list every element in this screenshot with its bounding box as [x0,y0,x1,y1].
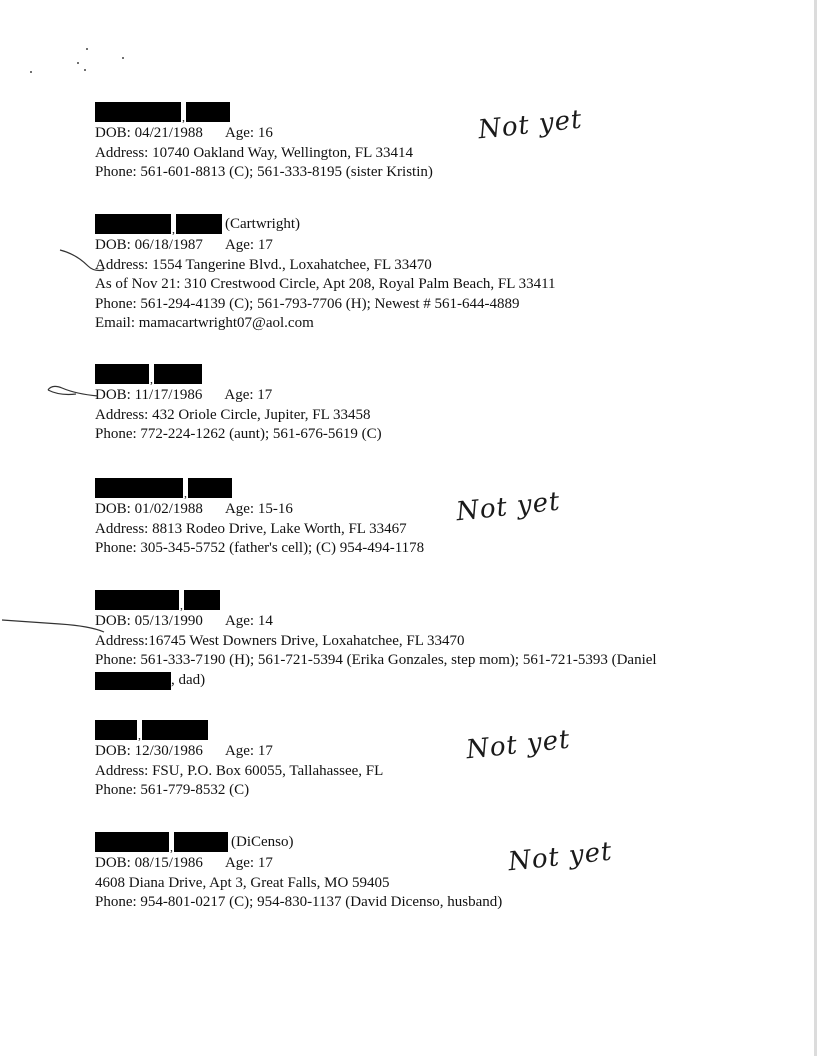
phone-text: Phone: 561-294-4139 (C); 561-793-7706 (H); Newest # 561-644-4889 [95,295,520,312]
address-text: Address: 432 Oriole Circle, Jupiter, FL 33458 [95,406,371,423]
phone-text: Phone: 772-224-1262 (aunt); 561-676-5619 (C) [95,426,382,442]
redacted-name: , [95,364,735,386]
record-entry [95,214,735,334]
redacted-name: , [95,102,735,124]
email-text: Email: mamacartwright07@aol.com [95,315,314,331]
redaction-block [95,832,169,852]
redaction-block [154,364,202,384]
maiden-name: (DiCenso) [231,833,294,850]
handwritten-note: Not yet [454,486,562,528]
record-entry [95,590,735,690]
phone-text: Phone: 305-345-5752 (father's cell); (C) 954-494-1178 [95,540,425,556]
address-text: 4608 Diana Drive, Apt 3, Great Falls, MO 59405 [95,874,390,891]
scan-speck [30,71,32,73]
record-entry [95,720,735,801]
record-entry [95,102,735,183]
redaction-block [142,720,208,740]
age-text: Age: 17 [224,237,273,253]
handwritten-note: Not yet [476,104,584,146]
scan-speck [86,48,88,50]
redaction-block [95,214,171,234]
dob-text: DOB: 01/02/1988 [95,501,203,517]
redaction-block [188,478,232,498]
redaction-block [95,720,137,740]
scan-speck [77,62,79,64]
redaction-block [95,364,149,384]
dob-text: DOB: 11/17/1986 [95,387,203,403]
age-text: Age: 17 [224,855,273,871]
maiden-name: (Cartwright) [225,215,300,232]
address-text: Address: 1554 Tangerine Blvd., Loxahatchee, FL 33470 [95,256,432,273]
redacted-name: , [95,590,735,612]
handwritten-note: Not yet [464,724,572,766]
redacted-name: , [95,720,735,742]
redaction-block [174,832,228,852]
pen-mark [58,244,108,274]
dob-text: DOB: 08/15/1986 [95,855,203,871]
redaction-block [184,590,220,610]
pen-mark [46,382,102,402]
phone-text: Phone: 561-779-8532 (C) [95,782,250,798]
record-entry [95,478,735,559]
phone-text: Phone: 561-601-8813 (C); 561-333-8195 (sister Kristin) [95,164,433,180]
dob-text: DOB: 04/21/1988 [95,125,203,141]
redaction-block [186,102,230,122]
address-text: Address: 8813 Rodeo Drive, Lake Worth, FL 33467 [95,520,407,537]
redaction-block [176,214,222,234]
age-text: Age: 17 [224,743,273,759]
redaction-block [95,672,171,690]
phone-continued-text: , dad) [171,671,206,688]
record-entry [95,364,735,445]
redaction-block [95,590,179,610]
phone-text: Phone: 561-333-7190 (H); 561-721-5394 (Erika Gonzales, step mom); 561-721-5393 (Daniel [95,652,657,668]
age-text: Age: 14 [224,613,273,629]
age-text: Age: 15-16 [224,501,293,517]
dob-text: DOB: 05/13/1990 [95,613,203,629]
redacted-name: , (Cartwright) [95,214,735,236]
redacted-name: , (DiCenso) [95,832,735,854]
dob-text: DOB: 06/18/1987 [95,237,203,253]
pen-mark [0,612,108,634]
address-update-text: As of Nov 21: 310 Crestwood Circle, Apt 208, Royal Palm Beach, FL 33411 [95,276,556,292]
redaction-block [95,102,181,122]
address-text: Address:16745 West Downers Drive, Loxahatchee, FL 33470 [95,632,465,649]
dob-text: DOB: 12/30/1986 [95,743,203,759]
scan-speck [84,69,86,71]
age-text: Age: 16 [224,125,273,141]
scan-speck [122,57,124,59]
redaction-block [95,478,183,498]
record-entry [95,832,735,913]
address-text: Address: 10740 Oakland Way, Wellington, FL 33414 [95,144,413,161]
redacted-name: , [95,478,735,500]
address-text: Address: FSU, P.O. Box 60055, Tallahassee, FL [95,762,384,779]
phone-text: Phone: 954-801-0217 (C); 954-830-1137 (David Dicenso, husband) [95,894,503,910]
handwritten-note: Not yet [506,836,614,878]
age-text: Age: 17 [224,387,273,403]
